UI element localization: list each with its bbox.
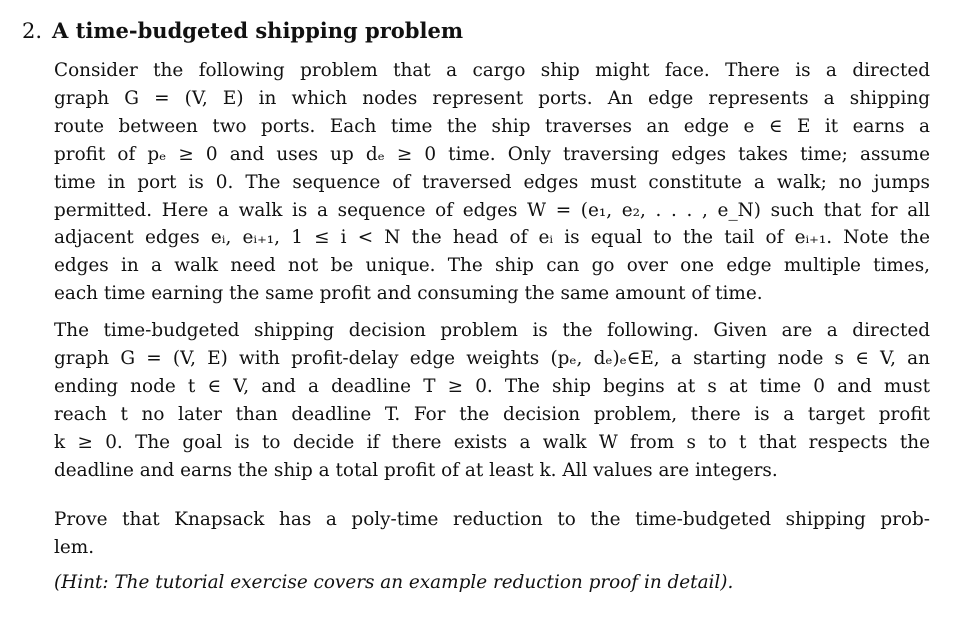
paragraph-line: k ≥ 0. The goal is to decide if there exists a walk W from s to t that respects the bbox=[54, 431, 930, 453]
paragraph-line: lem. bbox=[54, 536, 95, 558]
paragraph-line: profit of pₑ ≥ 0 and uses up dₑ ≥ 0 time. Only traversing edges takes time; assume bbox=[54, 143, 930, 165]
paragraph-line: The time-budgeted shipping decision problem is the following. Given are a directed bbox=[54, 320, 930, 341]
paragraph-line: Consider the following problem that a cargo ship might face. There is a directed bbox=[54, 60, 930, 81]
problem-heading bbox=[22, 18, 463, 43]
paragraph-line: edges in a walk need not be unique. The ship can go over one edge multiple times, bbox=[54, 255, 930, 277]
task-paragraph bbox=[54, 506, 930, 562]
paragraph-line: adjacent edges eᵢ, eᵢ₊₁, 1 ≤ i < N the head of eᵢ is equal to the tail of eᵢ₊₁. Note the bbox=[54, 227, 930, 249]
paragraph-line: route between two ports. Each time the ship traverses an edge e ∈ E it earns a bbox=[54, 115, 930, 137]
paragraph-line: graph G = (V, E) in which nodes represent ports. An edge represents a shipping bbox=[54, 87, 930, 109]
paragraph-line: Prove that Knapsack has a poly-time reduction to the time-budgeted shipping prob- bbox=[54, 509, 930, 530]
paragraph-line: deadline and earns the ship a total profit of at least k. All values are integers. bbox=[54, 459, 778, 481]
paragraph-line: reach t no later than deadline T. For the decision problem, there is a target profit bbox=[54, 403, 930, 425]
hint-text: (Hint: The tutorial exercise covers an example reduction proof in detail). bbox=[54, 572, 734, 593]
paragraph-line: each time earning the same profit and consuming the same amount of time. bbox=[54, 283, 763, 305]
paragraph-line: time in port is 0. The sequence of traversed edges must constitute a walk; no jumps bbox=[54, 171, 930, 193]
problem-title: A time-budgeted shipping problem bbox=[52, 18, 464, 43]
hint-paragraph bbox=[54, 569, 930, 597]
paragraph-line: graph G = (V, E) with profit-delay edge weights (pₑ, dₑ)ₑ∈E, a starting node s ∈ V, an bbox=[54, 347, 930, 369]
paragraph-line: permitted. Here a walk is a sequence of edges W = (e₁, e₂, . . . , e_N) such that for all bbox=[54, 199, 930, 221]
problem-description-paragraph bbox=[54, 57, 930, 308]
decision-problem-paragraph bbox=[54, 317, 930, 484]
paragraph-line: ending node t ∈ V, and a deadline T ≥ 0. The ship begins at s at time 0 and must bbox=[54, 375, 930, 397]
problem-number: 2. bbox=[22, 19, 43, 43]
